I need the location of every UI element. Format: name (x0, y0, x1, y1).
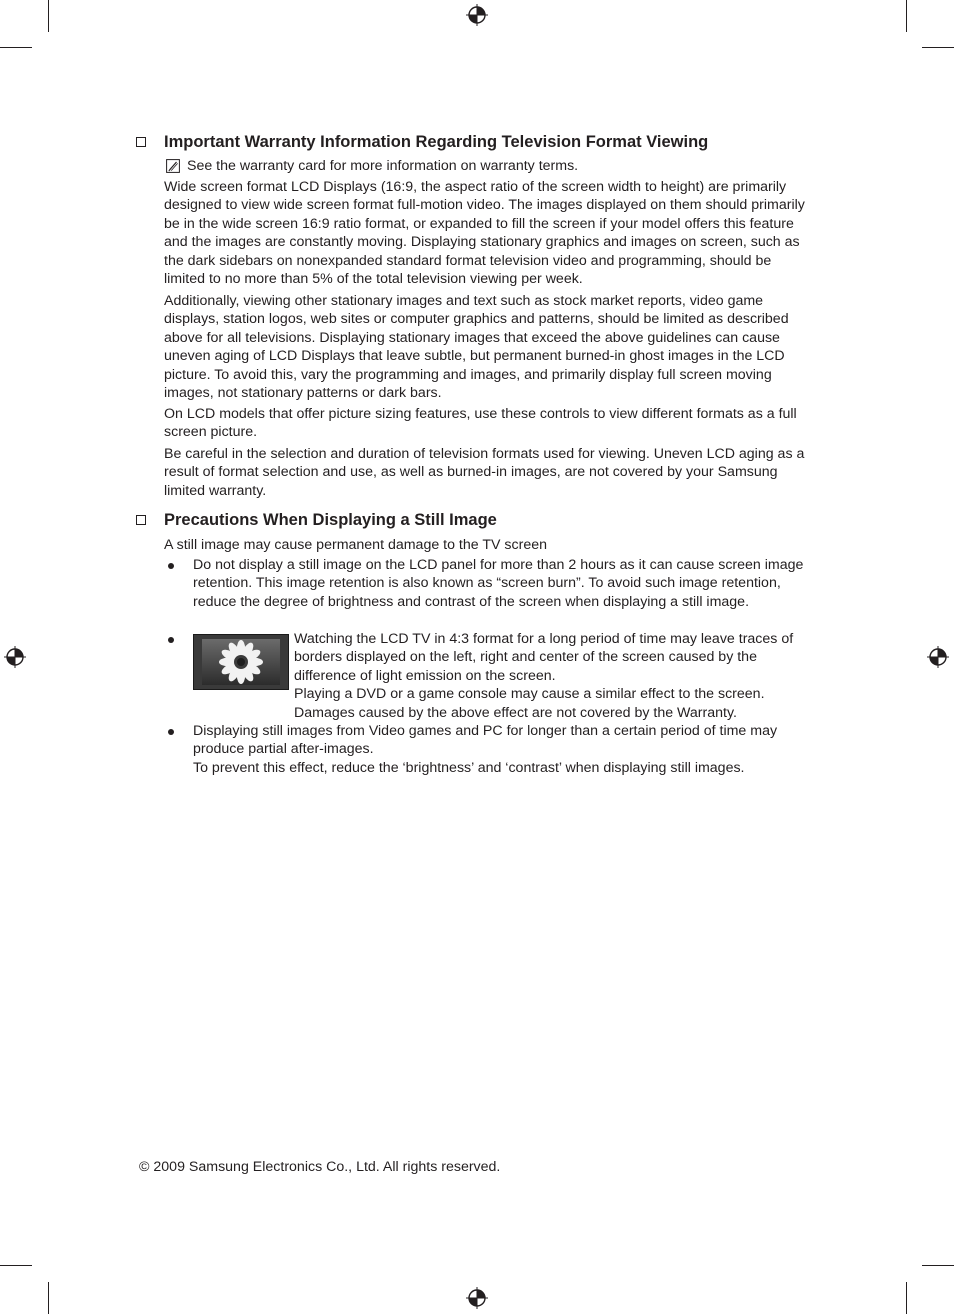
crop-mark (0, 1265, 32, 1266)
tv-screen (202, 639, 280, 685)
intro-text: A still image may cause permanent damage to the TV screen (164, 537, 547, 553)
list-item-text: Do not display a still image on the LCD panel for more than 2 hours as it can cause screen image retention. This image retention is also known as “screen burn”. To avoid such image retention, reduce the degree of brightness and contrast of the screen when displaying a still image. (193, 557, 804, 610)
bullet-dot (168, 563, 174, 569)
tv-still-image (193, 634, 289, 690)
list-item (294, 630, 810, 722)
section-heading-text: Important Warranty Information Regarding Television Format Viewing (164, 133, 709, 151)
crop-mark (48, 1282, 49, 1314)
note-pencil-icon (166, 159, 180, 173)
list-item-text: Playing a DVD or a game console may cause a similar effect to the screen. (294, 686, 765, 703)
note-text: See the warranty card for more information on warranty terms. (187, 158, 579, 174)
registration-mark-icon (466, 1287, 488, 1309)
bullet-dot (168, 729, 174, 735)
crop-mark (922, 1265, 954, 1266)
paragraph: On LCD models that offer picture sizing features, use these controls to view different formats as a full screen picture. (164, 406, 797, 441)
paragraph: Wide screen format LCD Displays (16:9, the aspect ratio of the screen width to height) are primarily designed to view wide screen format full-motion video. The images displayed on them should primarily be in the wide screen 16:9 ratio format, or expanded to fill the screen if your model offers this feature and the images are constantly moving. Displaying stationary graphics and images on screen, such as the dark sidebars on nonexpanded standard format television video and programming, should be limited to no more than 5% of the total television viewing per week. (164, 179, 805, 288)
list-item-text: Damages caused by the above effect are not covered by the Warranty. (294, 704, 737, 721)
list-item-text: Displaying still images from Video games and PC for longer than a certain period of time may produce partial after-images. (193, 723, 778, 758)
crop-mark (48, 0, 49, 32)
crop-mark (922, 47, 954, 48)
list-item (193, 556, 808, 611)
registration-mark-icon (466, 4, 488, 26)
list-item-text: To prevent this effect, reduce the ‘brightness’ and ‘contrast’ when displaying still images. (193, 759, 745, 776)
checkbox-square-icon (136, 137, 146, 147)
section-heading-text: Precautions When Displaying a Still Image (164, 511, 497, 529)
list-item-text: Watching the LCD TV in 4:3 format for a long period of time may leave traces of borders displayed on the left, right and center of the screen caused by the difference of light emission on the screen. (294, 631, 794, 684)
paragraph: Be careful in the selection and duration of television formats used for viewing. Uneven LCD aging as a result of format selection and use, as well as burned-in images, are not covered by your Samsung limited warranty. (164, 446, 805, 499)
copyright-footer: © 2009 Samsung Electronics Co., Ltd. All rights reserved. (139, 1159, 501, 1175)
paragraph: Additionally, viewing other stationary images and text such as stock market reports, video game displays, station logos, web sites or computer graphics and patterns, should be limited as described above for all televisions. Displaying stationary images that exceed the above guidelines can cause uneven aging of LCD Displays that leave subtle, but permanent burned-in ghost images in the LCD picture. To avoid this, vary the programming and images, and primarily display full screen moving images, not stationary patterns or dark bars. (164, 293, 789, 402)
registration-mark-icon (4, 646, 26, 668)
crop-mark (0, 47, 32, 48)
flower-image-icon (212, 639, 270, 685)
bullet-dot (168, 637, 174, 643)
registration-mark-icon (927, 646, 949, 668)
crop-mark (906, 1282, 907, 1314)
list-item (193, 722, 808, 777)
checkbox-square-icon (136, 515, 146, 525)
crop-mark (906, 0, 907, 32)
